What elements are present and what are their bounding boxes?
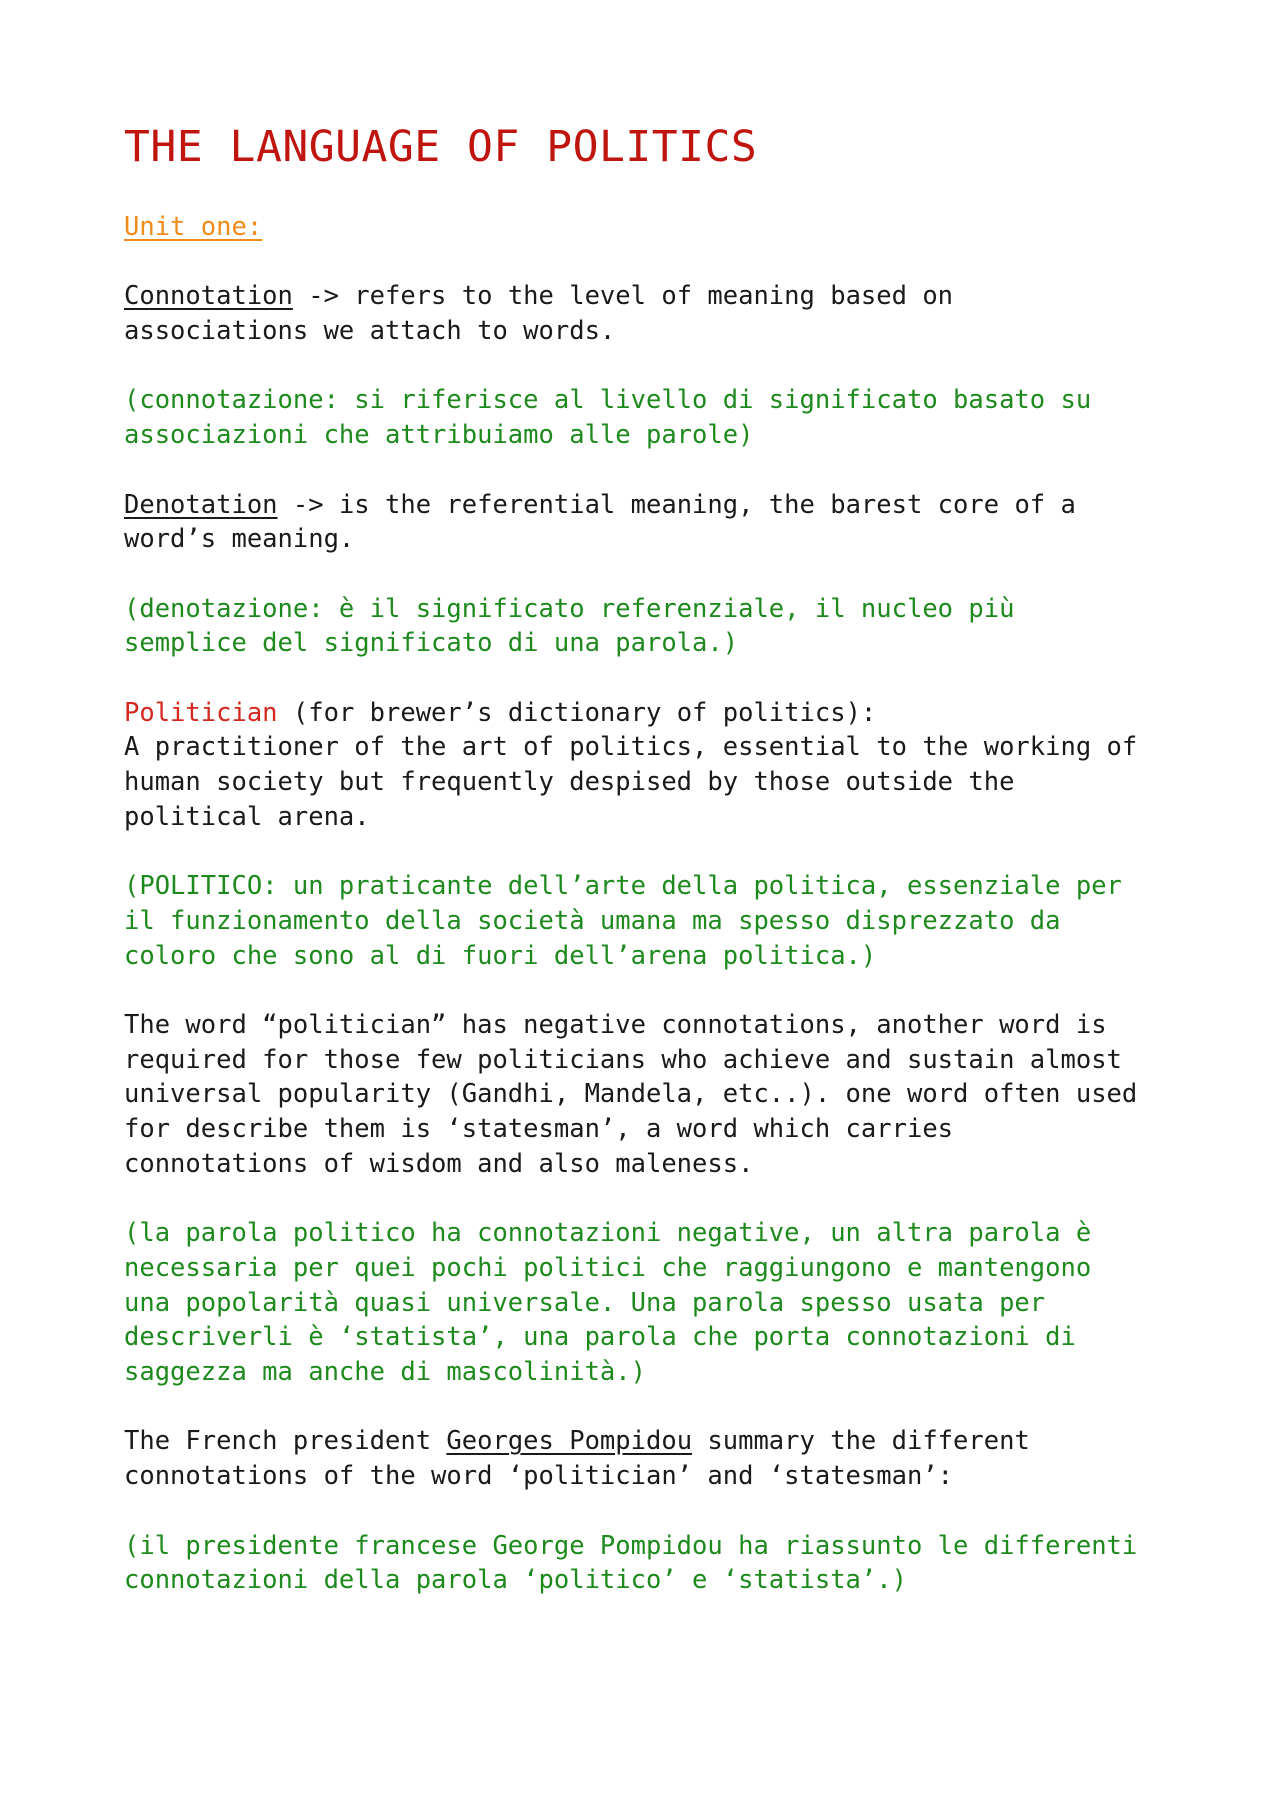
statesman-translation: (la parola politico ha connotazioni negative, un altra parola è necessaria per quei pochi politici che raggiungono e mantengono una popolarità quasi universale. Una parola spesso usata per descriverli è ‘statista’, una parola che porta connotazioni di saggezza ma anche di mascolinità.) xyxy=(124,1218,1092,1388)
politician-source: (for brewer’s dictionary of politics): xyxy=(277,697,877,728)
pompidou-before: The French president xyxy=(124,1426,447,1457)
connotation-translation: (connotazione: si riferisce al livello di significato basato su associazioni che attribuiamo alle parole) xyxy=(124,385,1092,451)
politician-translation: (POLITICO: un praticante dell’arte della politica, essenziale per il funzionamento della società umana ma spesso disprezzato da coloro che sono al di fuori dell’arena politica.) xyxy=(124,871,1122,971)
politician-term: Politician xyxy=(124,697,278,728)
connotation-definition xyxy=(124,279,1184,348)
politician-definition-text: A practitioner of the art of politics, essential to the working of human society but frequently despised by those outside the political arena. xyxy=(124,732,1138,832)
politician-definition xyxy=(124,696,1184,835)
connotation-text: -> refers to the level of meaning based on associations we attach to words. xyxy=(124,281,954,347)
denotation-definition xyxy=(124,488,1184,557)
pompidou-translation: (il presidente francese George Pompidou ha riassunto le differenti connotazioni della parola ‘politico’ e ‘statista’.) xyxy=(124,1530,1138,1596)
pompidou-name: Georges Pompidou xyxy=(446,1426,693,1457)
denotation-term: Denotation xyxy=(124,489,278,520)
pompidou-paragraph xyxy=(124,1424,1184,1493)
denotation-text: -> is the referential meaning, the barest core of a word’s meaning. xyxy=(124,489,1076,555)
connotation-term: Connotation xyxy=(124,281,293,312)
document-page xyxy=(124,118,1184,1633)
page-title: THE LANGUAGE OF POLITICS xyxy=(124,122,758,172)
unit-heading: Unit one: xyxy=(124,212,263,242)
statesman-paragraph: The word “politician” has negative connotations, another word is required for those few politicians who achieve and sustain almost universal popularity (Gandhi, Mandela, etc..). one word often used for describe them is ‘statesman’, a word which carries connotations of wisdom and also maleness. xyxy=(124,1010,1138,1179)
denotation-translation: (denotazione: è il significato referenziale, il nucleo più semplice del significato di una parola.) xyxy=(124,593,1015,659)
pompidou-after: summary the different connotations of the word ‘politician’ and ‘statesman’: xyxy=(124,1426,1030,1492)
